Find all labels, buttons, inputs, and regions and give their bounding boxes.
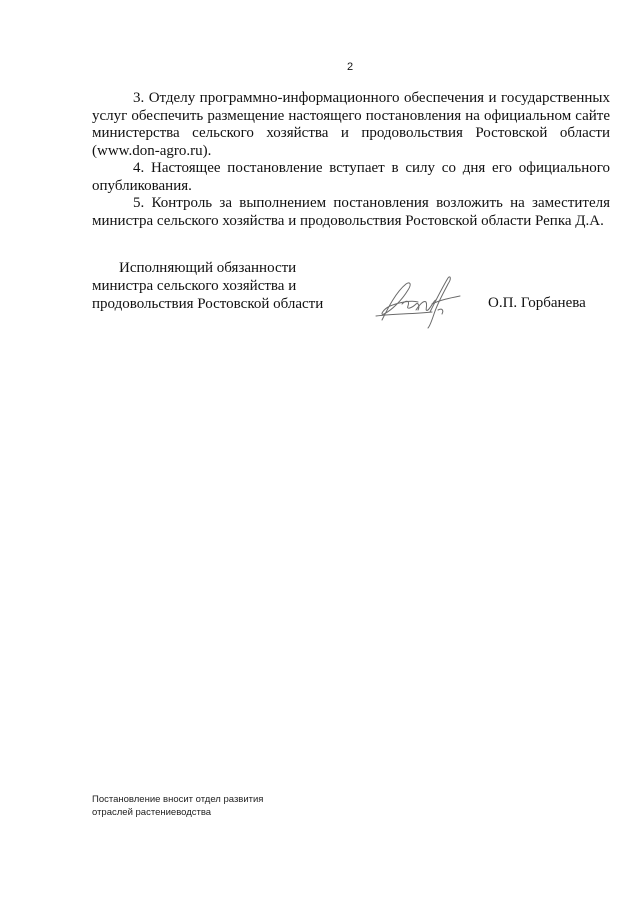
position-line-3: продовольствия Ростовской области xyxy=(92,296,324,312)
signatory-position xyxy=(92,259,342,313)
paragraph-3: 3. Отделу программно-информационного обеспечения и государственных услуг обеспечить размещение настоящего постановления на официальном сайте министерства сельского хозяйства и продовольствия Ростовской области (www.don-agro.ru). xyxy=(92,90,610,159)
footer-note xyxy=(92,793,263,819)
document-body xyxy=(92,90,610,230)
footer-line-2: отраслей растениеводства xyxy=(92,807,212,818)
footer-line-1: Постановление вносит отдел развития xyxy=(92,794,264,805)
position-line-1: Исполняющий обязанности xyxy=(119,260,297,276)
page-number: 2 xyxy=(346,61,354,73)
paragraph-5: 5. Контроль за выполнением постановления возложить на заместителя министра сельского хозяйства и продовольствия Ростовской области Репка Д.А. xyxy=(92,195,610,229)
handwritten-signature xyxy=(372,270,468,332)
paragraph-4: 4. Настоящее постановление вступает в силу со дня его официального опубликования. xyxy=(92,160,610,194)
signatory-name: О.П. Горбанева xyxy=(488,295,586,311)
position-line-2: министра сельского хозяйства и xyxy=(92,278,297,294)
